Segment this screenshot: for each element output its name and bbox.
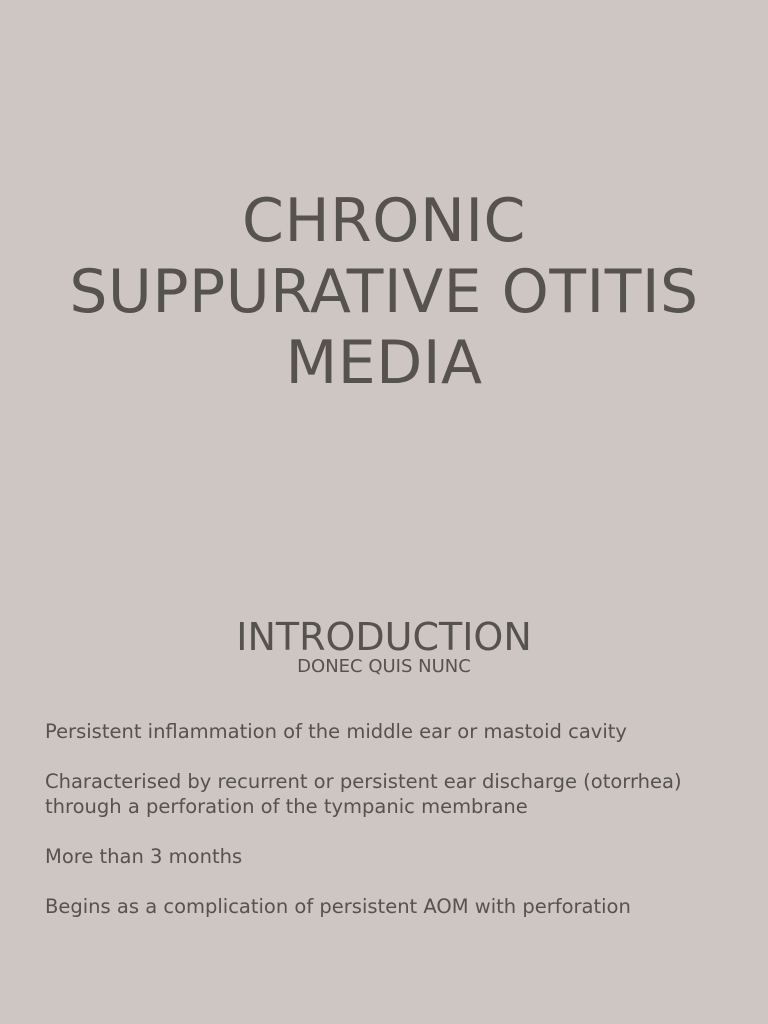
title-line-2: SUPPURATIVE OTITIS (69, 257, 699, 327)
section-heading: INTRODUCTION (236, 615, 532, 659)
list-item: Characterised by recurrent or persistent ear discharge (otorrhea) through a perforation of the tympanic membrane (45, 770, 682, 818)
points-list (45, 719, 725, 944)
title-line-3: MEDIA (285, 328, 483, 398)
slide-title (0, 186, 768, 399)
list-item: Begins as a complication of persistent AOM with perforation (45, 895, 631, 918)
list-item: More than 3 months (45, 845, 243, 868)
section-subheading: DONEC QUIS NUNC (297, 656, 471, 677)
title-line-1: CHRONIC (242, 186, 526, 256)
list-item: Persistent inflammation of the middle ear or mastoid cavity (45, 720, 627, 743)
